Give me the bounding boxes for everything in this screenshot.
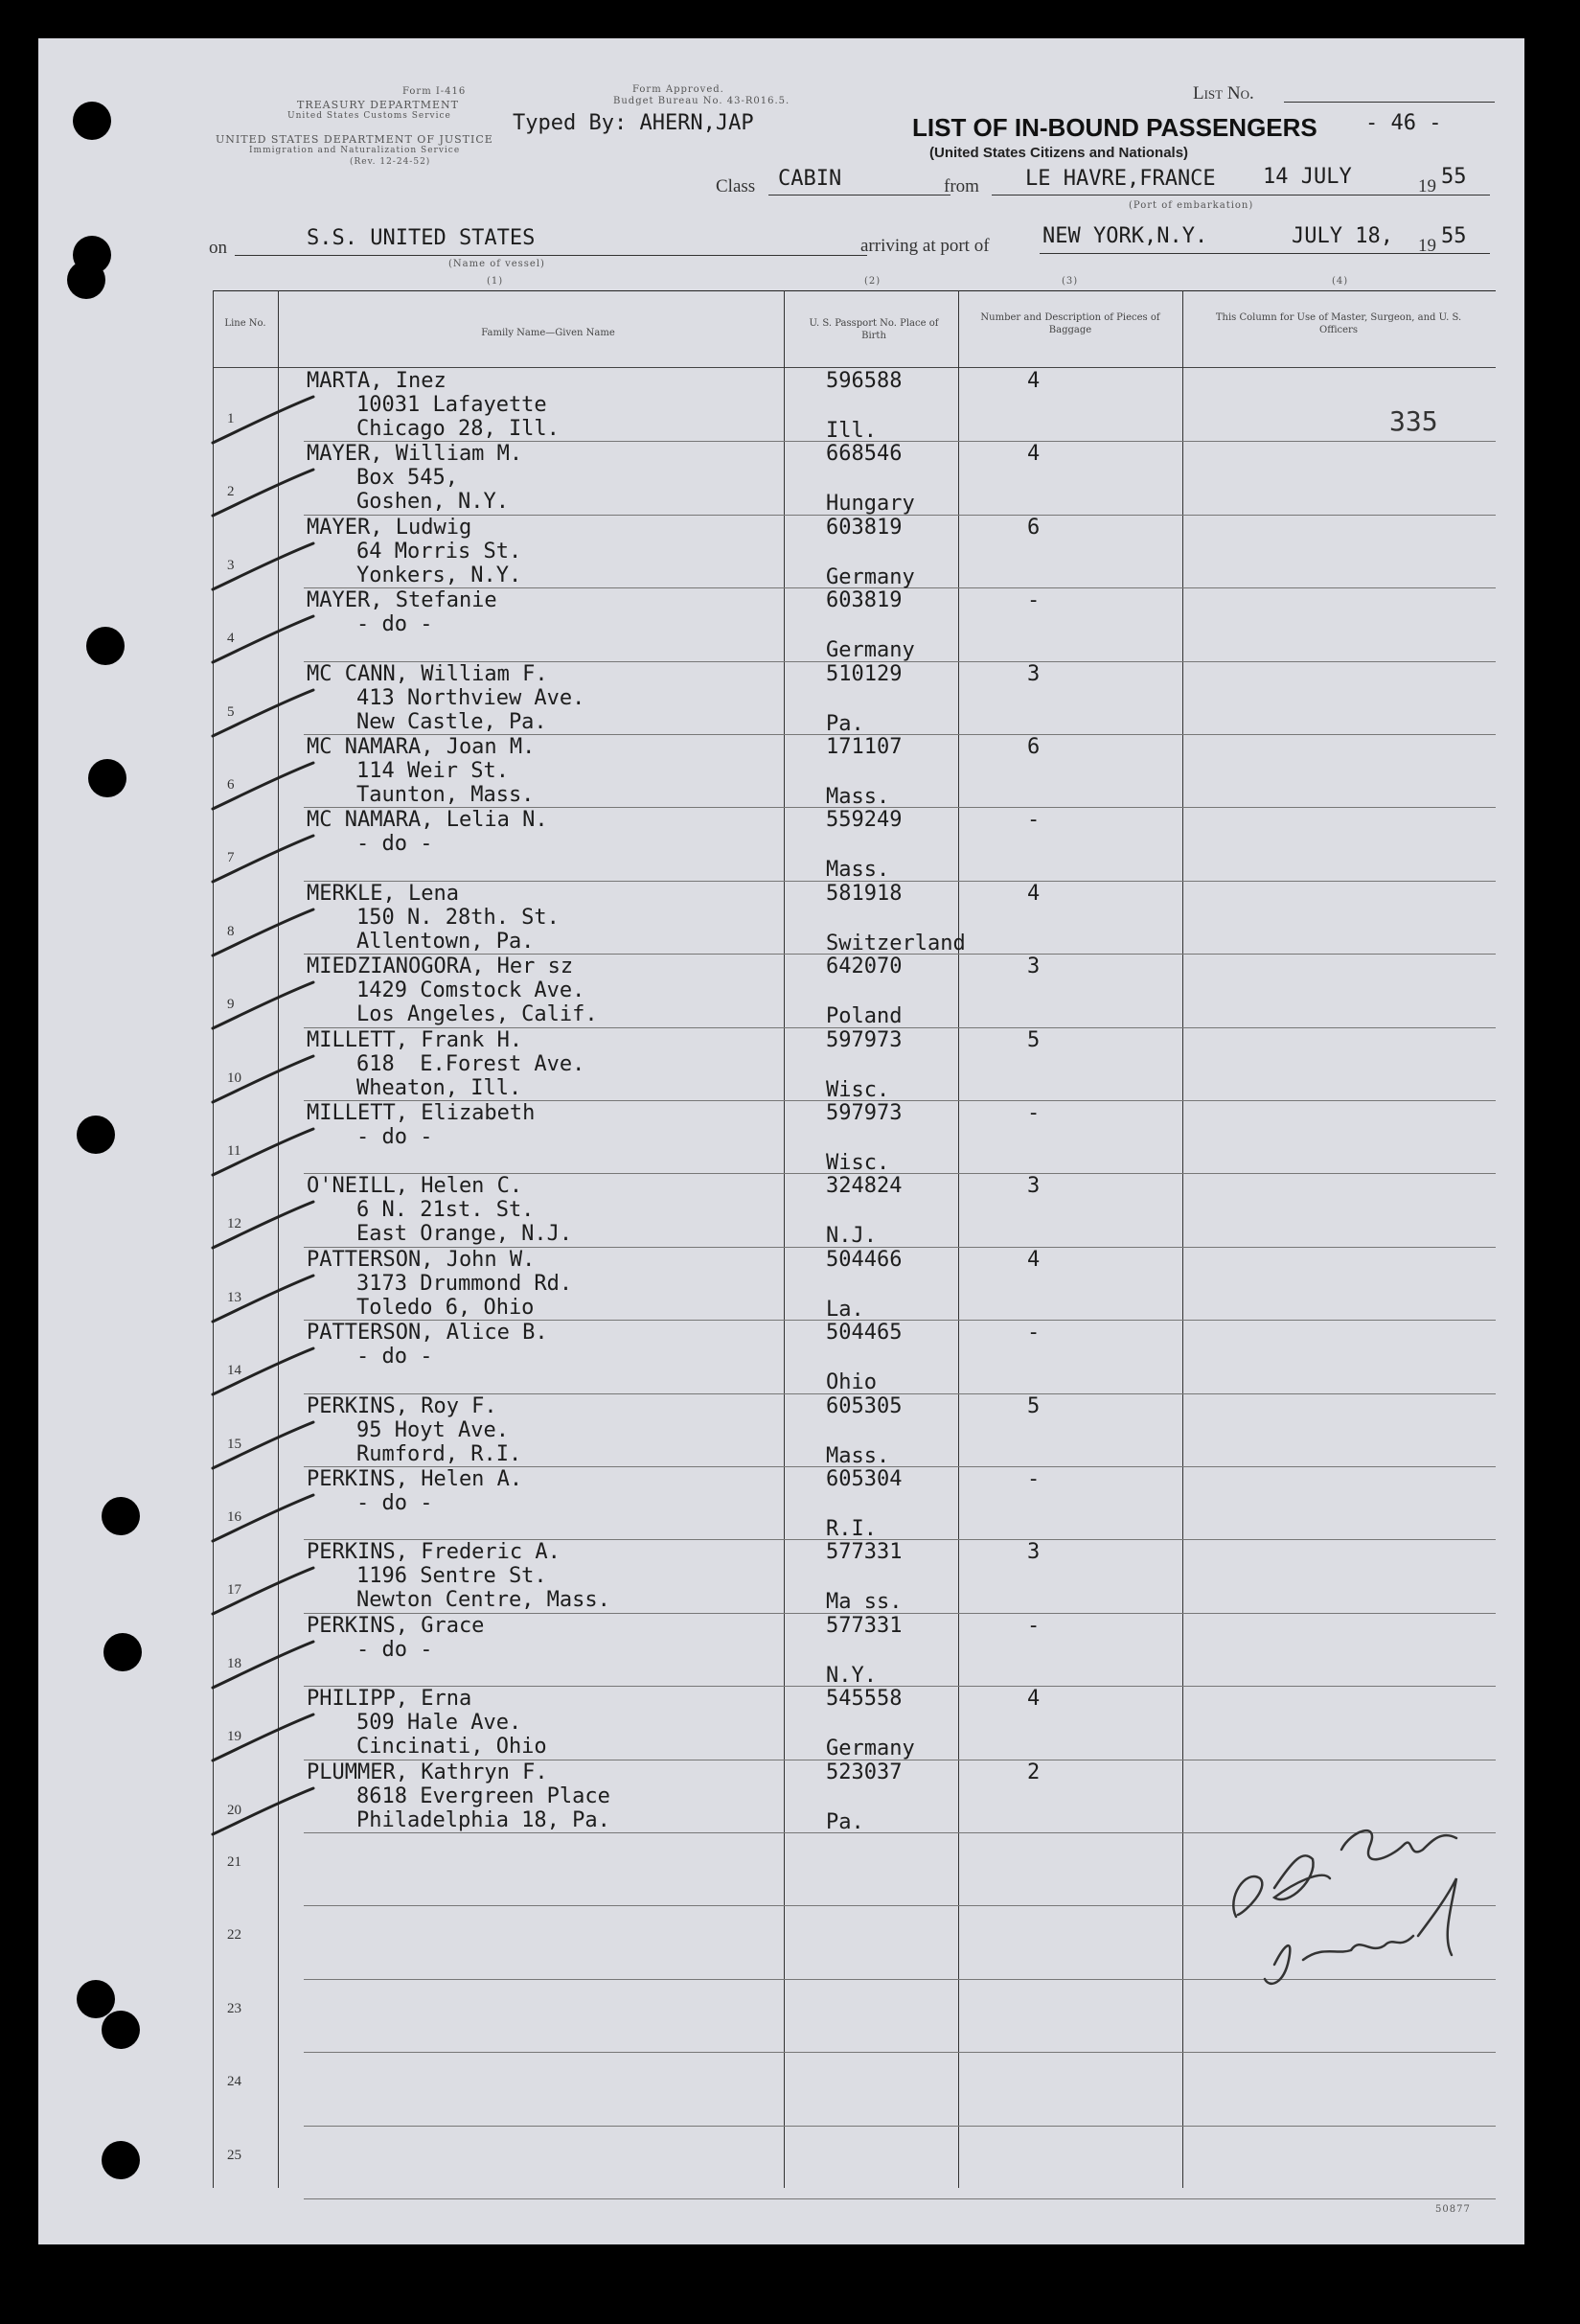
table-row: [213, 2053, 1496, 2127]
passenger-name: MAYER, Stefanie: [307, 588, 497, 613]
dept-treasury: TREASURY DEPARTMENT: [297, 99, 459, 111]
place-of-birth: Pa.: [826, 711, 864, 736]
passenger-name: PATTERSON, John W.: [307, 1247, 536, 1272]
baggage-count: -: [1027, 1467, 1041, 1491]
passenger-address-line1: 6 N. 21st. St.: [356, 1198, 535, 1223]
row-line-number: 18: [227, 1655, 241, 1671]
table-row: [213, 369, 1496, 443]
col-header-passport: U. S. Passport No. Place of Birth: [809, 318, 939, 341]
row-line-number: 7: [227, 850, 235, 866]
budget-bureau: Budget Bureau No. 43-R016.5.: [613, 96, 790, 106]
row-line-number: 4: [227, 631, 235, 647]
baggage-count: 4: [1027, 369, 1041, 393]
from-year: 55: [1441, 165, 1467, 189]
table-row: [213, 1540, 1496, 1614]
baggage-count: 3: [1027, 661, 1041, 686]
passport-number: 545558: [826, 1687, 903, 1712]
passenger-name: PERKINS, Helen A.: [307, 1467, 523, 1491]
place-of-birth: Germany: [826, 638, 915, 663]
passport-number: 581918: [826, 881, 903, 906]
place-of-birth: N.J.: [826, 1224, 877, 1249]
row-line-number: 5: [227, 703, 235, 720]
baggage-count: 2: [1027, 1760, 1041, 1784]
passenger-address-line2: Rumford, R.I.: [356, 1441, 522, 1466]
table-row: [213, 1394, 1496, 1468]
arrival-port: NEW YORK,N.Y.: [1042, 224, 1208, 248]
place-of-birth: Germany: [826, 564, 915, 589]
from-date: 14 JULY: [1263, 165, 1352, 189]
passport-number: 559249: [826, 808, 903, 833]
arriving-label: arriving at port of: [860, 236, 990, 256]
vessel-name: S.S. UNITED STATES: [307, 226, 536, 250]
place-of-birth: N.Y.: [826, 1663, 877, 1688]
table-row: [213, 1321, 1496, 1394]
list-no-line: [1284, 102, 1495, 103]
passenger-address-line1: 150 N. 28th. St.: [356, 905, 560, 930]
passenger-address-line2: Wheaton, Ill.: [356, 1075, 522, 1100]
table-row: [213, 1101, 1496, 1175]
col-header-officers: This Column for Use of Master, Surgeon, and U. S. Officers: [1215, 312, 1462, 335]
passenger-address-line1: 413 Northview Ave.: [356, 685, 585, 710]
place-of-birth: Mass.: [826, 785, 890, 809]
passenger-address-line1: 1429 Comstock Ave.: [356, 978, 585, 1003]
place-of-birth: Pa.: [826, 1809, 864, 1834]
passenger-name: MERKLE, Lena: [307, 881, 459, 906]
punch-hole: [103, 1633, 142, 1671]
row-line-number: 24: [227, 2074, 241, 2090]
from-port: LE HAVRE,FRANCE: [1025, 167, 1216, 191]
table-row: [213, 1467, 1496, 1541]
baggage-count: 3: [1027, 1174, 1041, 1199]
punch-hole: [73, 102, 111, 140]
passport-number: 605305: [826, 1393, 903, 1418]
passenger-address-line2: Taunton, Mass.: [356, 783, 535, 807]
passenger-address-line1: 618 E.Forest Ave.: [356, 1051, 585, 1076]
passport-number: 510129: [826, 661, 903, 686]
from-label: from: [944, 176, 979, 196]
table-row: [213, 1248, 1496, 1322]
table-top-border: [213, 290, 1496, 291]
form-number: Form I-416: [402, 86, 467, 97]
passport-number: 577331: [826, 1540, 903, 1565]
passenger-address-line2: Newton Centre, Mass.: [356, 1588, 610, 1613]
typed-by: Typed By: AHERN,JAP: [513, 111, 754, 135]
row-line-number: 21: [227, 1854, 241, 1870]
baggage-count: -: [1027, 1613, 1041, 1638]
row-line-number: 15: [227, 1436, 241, 1452]
baggage-count: 6: [1027, 515, 1041, 540]
passenger-address-line2: East Orange, N.J.: [356, 1222, 573, 1247]
row-line-number: 20: [227, 1802, 241, 1818]
table-row: [213, 955, 1496, 1028]
passenger-address-line1: - do -: [356, 1637, 433, 1662]
passenger-address-line1: - do -: [356, 1125, 433, 1149]
punch-hole: [102, 2011, 140, 2049]
table-row: [213, 442, 1496, 516]
row-line-number: 2: [227, 484, 235, 500]
passenger-address-line2: Allentown, Pa.: [356, 929, 535, 954]
passenger-address-line2: New Castle, Pa.: [356, 709, 547, 734]
passenger-address-line1: 95 Hoyt Ave.: [356, 1417, 509, 1442]
passenger-address-line1: 1196 Sentre St.: [356, 1564, 547, 1589]
table-row: [213, 1614, 1496, 1688]
form-code: 50877: [1435, 2204, 1471, 2215]
table-row: [213, 2127, 1496, 2200]
passenger-name: MILLETT, Frank H.: [307, 1027, 523, 1052]
passenger-address-line2: Chicago 28, Ill.: [356, 417, 560, 441]
row-line-number: 16: [227, 1509, 241, 1525]
passenger-name: MIEDZIANOGORA, Her sz: [307, 955, 574, 979]
place-of-birth: Mass.: [826, 1443, 890, 1468]
passenger-address-line1: - do -: [356, 1491, 433, 1515]
vessel-label: (Name of vessel): [448, 259, 545, 269]
passenger-name: PLUMMER, Kathryn F.: [307, 1760, 548, 1784]
row-line-number: 9: [227, 997, 235, 1013]
passenger-name: MC NAMARA, Lelia N.: [307, 808, 548, 833]
table-header-border: [213, 367, 1496, 368]
place-of-birth: Ill.: [826, 419, 877, 443]
page-title: LIST OF IN-BOUND PASSENGERS: [912, 113, 1317, 142]
baggage-count: 5: [1027, 1393, 1041, 1418]
passenger-address-line2: Toledo 6, Ohio: [356, 1295, 535, 1320]
place-of-birth: Ohio: [826, 1370, 877, 1395]
place-of-birth: Hungary: [826, 492, 915, 517]
baggage-count: -: [1027, 588, 1041, 613]
passenger-address-line1: Box 545,: [356, 466, 458, 491]
passenger-name: MAYER, Ludwig: [307, 515, 472, 540]
baggage-count: -: [1027, 1101, 1041, 1125]
passport-number: 171107: [826, 735, 903, 759]
list-no-value: - 46 -: [1365, 111, 1442, 135]
passport-number: 597973: [826, 1027, 903, 1052]
baggage-count: 4: [1027, 442, 1041, 467]
vessel-line: [235, 255, 867, 256]
col-header-line-no: Line No.: [224, 318, 266, 329]
passenger-address-line2: Cincinati, Ohio: [356, 1735, 547, 1760]
passport-number: 605304: [826, 1467, 903, 1491]
passenger-address-line2: Los Angeles, Calif.: [356, 1002, 598, 1027]
punch-hole: [102, 1497, 140, 1535]
passenger-address-line1: - do -: [356, 832, 433, 857]
place-of-birth: Mass.: [826, 858, 890, 883]
row-line-number: 8: [227, 923, 235, 939]
on-label: on: [209, 238, 227, 258]
row-line-number: 3: [227, 557, 235, 573]
col-num-3: (3): [1062, 276, 1079, 287]
row-line-number: 23: [227, 2000, 241, 2016]
class-label: Class: [716, 176, 756, 196]
baggage-count: -: [1027, 808, 1041, 833]
passenger-address-line1: - do -: [356, 612, 433, 637]
passport-number: 504466: [826, 1247, 903, 1272]
class-line: [768, 195, 950, 196]
passenger-address-line2: Goshen, N.Y.: [356, 490, 509, 515]
place-of-birth: La.: [826, 1297, 864, 1322]
passenger-name: PERKINS, Grace: [307, 1613, 485, 1638]
row-line-number: 19: [227, 1729, 241, 1745]
passenger-address-line2: Yonkers, N.Y.: [356, 563, 522, 587]
row-line-number: 14: [227, 1363, 241, 1379]
table-row: [213, 808, 1496, 882]
passenger-address-line1: 509 Hale Ave.: [356, 1711, 522, 1736]
table-row: [213, 1687, 1496, 1760]
passport-number: 596588: [826, 369, 903, 393]
baggage-count: 4: [1027, 1247, 1041, 1272]
punch-hole: [88, 759, 126, 797]
punch-hole: [77, 1116, 115, 1154]
table-row: [213, 588, 1496, 662]
passenger-name: MC NAMARA, Joan M.: [307, 735, 536, 759]
passport-number: 597973: [826, 1101, 903, 1125]
passport-number: 668546: [826, 442, 903, 467]
port-embarkation-label: (Port of embarkation): [1129, 200, 1254, 211]
punch-hole: [102, 2141, 140, 2179]
passenger-address-line1: - do -: [356, 1345, 433, 1369]
from-year-prefix: 19: [1418, 176, 1436, 196]
passport-number: 523037: [826, 1760, 903, 1784]
table-row: [213, 516, 1496, 589]
passenger-name: PATTERSON, Alice B.: [307, 1321, 548, 1346]
passenger-name: MILLETT, Elizabeth: [307, 1101, 536, 1125]
row-line-number: 13: [227, 1289, 241, 1305]
arrival-date: JULY 18,: [1292, 224, 1393, 248]
row-line-number: 1: [227, 411, 235, 426]
passenger-name: MC CANN, William F.: [307, 661, 548, 686]
passenger-address-line1: 8618 Evergreen Place: [356, 1783, 610, 1808]
passport-number: 504465: [826, 1321, 903, 1346]
col-header-name: Family Name—Given Name: [481, 328, 615, 338]
passenger-name: O'NEILL, Helen C.: [307, 1174, 523, 1199]
passenger-name: PHILIPP, Erna: [307, 1687, 472, 1712]
table-row: [213, 662, 1496, 736]
punch-hole: [86, 627, 125, 665]
row-line-number: 25: [227, 2147, 241, 2163]
baggage-count: 4: [1027, 881, 1041, 906]
place-of-birth: Germany: [826, 1737, 915, 1761]
place-of-birth: Wisc.: [826, 1151, 890, 1175]
passenger-name: PERKINS, Frederic A.: [307, 1540, 561, 1565]
arrival-year-prefix: 19: [1418, 236, 1436, 256]
place-of-birth: Ma ss.: [826, 1590, 903, 1615]
passenger-address-line1: 10031 Lafayette: [356, 393, 547, 417]
dept-immigration: Immigration and Naturalization Service: [249, 146, 461, 155]
passenger-address-line1: 114 Weir St.: [356, 759, 509, 783]
row-line-number: 12: [227, 1216, 241, 1232]
baggage-count: 4: [1027, 1687, 1041, 1712]
passenger-address-line1: 64 Morris St.: [356, 539, 522, 564]
col-header-baggage: Number and Description of Pieces of Baggage: [980, 312, 1160, 335]
baggage-count: 6: [1027, 735, 1041, 759]
passenger-address-line1: 3173 Drummond Rd.: [356, 1271, 573, 1296]
passenger-name: MARTA, Inez: [307, 369, 447, 393]
passport-number: 603819: [826, 588, 903, 613]
class-value: CABIN: [778, 167, 842, 191]
passport-number: 642070: [826, 955, 903, 979]
table-row: [213, 1174, 1496, 1248]
baggage-count: -: [1027, 1321, 1041, 1346]
row-divider: [304, 2198, 1496, 2199]
passenger-address-line2: Philadelphia 18, Pa.: [356, 1807, 610, 1832]
punch-hole: [67, 261, 105, 299]
punch-hole: [77, 1980, 115, 2018]
handwritten-signature: [1217, 1792, 1523, 2022]
row-line-number: 22: [227, 1927, 241, 1944]
table-row: [213, 882, 1496, 955]
officer-annotation: 335: [1389, 405, 1438, 437]
list-no-label: List No.: [1193, 83, 1254, 104]
passenger-name: PERKINS, Roy F.: [307, 1393, 497, 1418]
arrival-year: 55: [1441, 224, 1467, 248]
place-of-birth: R.I.: [826, 1517, 877, 1541]
form-approved: Form Approved.: [632, 84, 724, 95]
table-row: [213, 735, 1496, 809]
row-line-number: 6: [227, 777, 235, 793]
baggage-count: 3: [1027, 955, 1041, 979]
from-line: [992, 195, 1490, 196]
table-row: [213, 1028, 1496, 1102]
passport-number: 577331: [826, 1613, 903, 1638]
col-num-2: (2): [864, 276, 882, 287]
passport-number: 324824: [826, 1174, 903, 1199]
place-of-birth: Switzerland: [826, 931, 966, 955]
form-revision: (Rev. 12-24-52): [350, 157, 431, 167]
place-of-birth: Poland: [826, 1004, 903, 1029]
row-line-number: 11: [227, 1143, 241, 1159]
dept-justice: UNITED STATES DEPARTMENT OF JUSTICE: [216, 133, 493, 146]
page-subtitle: (United States Citizens and Nationals): [929, 145, 1189, 161]
row-line-number: 17: [227, 1582, 241, 1599]
passenger-name: MAYER, William M.: [307, 442, 523, 467]
baggage-count: 5: [1027, 1027, 1041, 1052]
row-line-number: 10: [227, 1070, 241, 1086]
passport-number: 603819: [826, 515, 903, 540]
col-num-1: (1): [487, 276, 504, 287]
dept-customs: United States Customs Service: [287, 111, 451, 121]
baggage-count: 3: [1027, 1540, 1041, 1565]
place-of-birth: Wisc.: [826, 1077, 890, 1102]
col-num-4: (4): [1332, 276, 1349, 287]
